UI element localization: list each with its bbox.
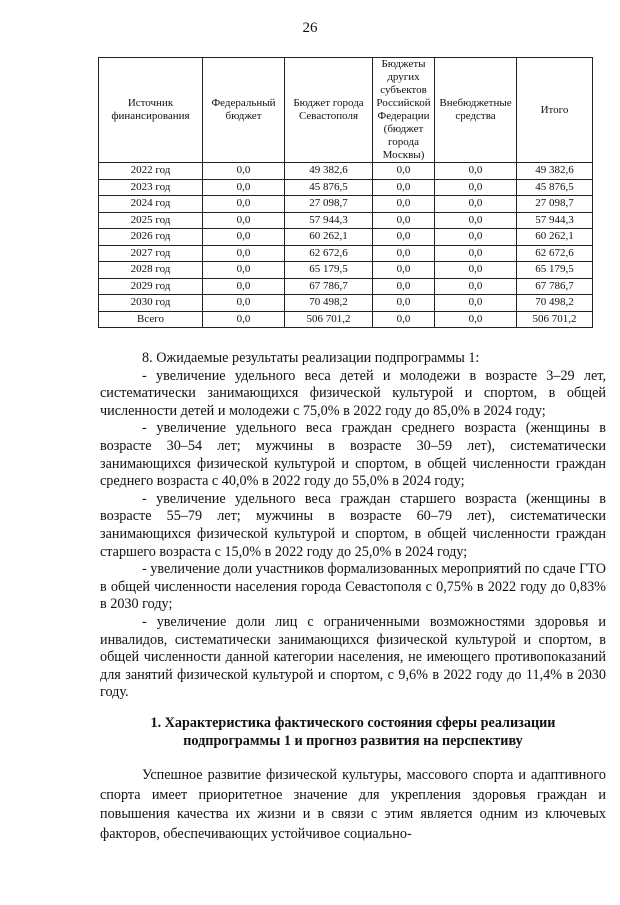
section-1-body <box>100 766 606 844</box>
table-cell: 70 498,2 <box>285 295 373 312</box>
table-cell: 0,0 <box>435 212 517 229</box>
table-cell: 65 179,5 <box>285 262 373 279</box>
table-cell: 45 876,5 <box>517 179 593 196</box>
table-row <box>99 212 593 229</box>
table-cell: 2027 год <box>99 245 203 262</box>
table-row <box>99 229 593 246</box>
table-cell: 0,0 <box>203 179 285 196</box>
table-row <box>99 245 593 262</box>
table-cell: 0,0 <box>435 196 517 213</box>
table-cell: 0,0 <box>435 262 517 279</box>
table-cell: 506 701,2 <box>285 311 373 328</box>
table-cell: 27 098,7 <box>517 196 593 213</box>
table-cell: 0,0 <box>203 212 285 229</box>
table-cell: 0,0 <box>203 295 285 312</box>
table-cell: 0,0 <box>203 245 285 262</box>
table-cell: 0,0 <box>203 278 285 295</box>
table-cell: 0,0 <box>435 278 517 295</box>
table-cell: 67 786,7 <box>517 278 593 295</box>
table-cell: 0,0 <box>373 212 435 229</box>
table-cell: 45 876,5 <box>285 179 373 196</box>
table-header-row <box>99 58 593 163</box>
table-cell: 49 382,6 <box>285 163 373 180</box>
header-total: Итого <box>517 58 593 163</box>
header-other-regions: Бюджеты других субъектов Российской Федерации (бюджет города Москвы) <box>373 58 435 163</box>
table-cell: 0,0 <box>373 229 435 246</box>
table-row <box>99 179 593 196</box>
table-cell: 0,0 <box>373 311 435 328</box>
page-number: 26 <box>302 20 318 36</box>
table-cell: 2025 год <box>99 212 203 229</box>
table-cell: 0,0 <box>435 179 517 196</box>
header-extrabudget: Внебюджетные средства <box>435 58 517 163</box>
table-cell: 0,0 <box>203 196 285 213</box>
table-cell: 0,0 <box>373 196 435 213</box>
table-cell: 0,0 <box>203 311 285 328</box>
paragraph: Успешное развитие физической культуры, массового спорта и адаптивного спорта имеет приоритетное значение для укрепления здоровья граждан и повышения качества их жизни и в связи с этим является одним из ключевых факторов, обеспечивающих устойчивое социально- <box>100 767 606 842</box>
result-item: - увеличение доли лиц с ограниченными возможностями здоровья и инвалидов, систематически занимающихся физической культурой и спортом, в общей численности данной категории населения, не имеющего противопоказаний для занятий физической культурой и спортом, с 9,6% в 2022 году до 11,4% в 2030 году. <box>100 613 606 701</box>
table-cell: 57 944,3 <box>285 212 373 229</box>
table-row <box>99 262 593 279</box>
heading-line: 1. Характеристика фактического состояния сферы реализации <box>150 715 556 731</box>
section-1-heading <box>100 714 606 750</box>
table-cell: 0,0 <box>203 229 285 246</box>
table-cell: 62 672,6 <box>517 245 593 262</box>
table-cell: 27 098,7 <box>285 196 373 213</box>
header-federal: Федеральный бюджет <box>203 58 285 163</box>
header-sevastopol: Бюджет города Севастополя <box>285 58 373 163</box>
expected-results-section <box>100 350 606 702</box>
table-row <box>99 163 593 180</box>
table-cell: 2030 год <box>99 295 203 312</box>
table-cell: 0,0 <box>203 262 285 279</box>
table-cell: 2024 год <box>99 196 203 213</box>
table-cell: 0,0 <box>435 229 517 246</box>
table-cell: 65 179,5 <box>517 262 593 279</box>
result-item: - увеличение удельного веса детей и молодежи в возрасте 3–29 лет, систематически занимающихся физической культурой и спортом, в общей численности детей и молодежи с 75,0% в 2022 году до 85,0% в 2024 году; <box>100 367 606 419</box>
result-item: - увеличение удельного веса граждан среднего возраста (женщины в возрасте 30–54 лет; мужчины в возрасте 30–59 лет), систематически занимающихся физической культурой и спортом, в общей численности граждан среднего возраста с 40,0% в 2022 году до 55,0% в 2024 году; <box>100 420 606 490</box>
financing-table <box>98 57 593 328</box>
table-cell: 0,0 <box>373 278 435 295</box>
table-cell: 49 382,6 <box>517 163 593 180</box>
section-8-title: 8. Ожидаемые результаты реализации подпрограммы 1: <box>142 350 480 366</box>
table-cell: 506 701,2 <box>517 311 593 328</box>
table-cell: 0,0 <box>373 295 435 312</box>
table-cell: 60 262,1 <box>285 229 373 246</box>
table-row <box>99 311 593 328</box>
heading-line: подпрограммы 1 и прогноз развития на перспективу <box>183 733 523 749</box>
table-cell: 0,0 <box>373 179 435 196</box>
table-cell: 0,0 <box>435 295 517 312</box>
table-row <box>99 278 593 295</box>
table-cell: 57 944,3 <box>517 212 593 229</box>
table-cell: 2023 год <box>99 179 203 196</box>
table-cell: 0,0 <box>435 163 517 180</box>
table-cell: 2026 год <box>99 229 203 246</box>
table-cell: 2022 год <box>99 163 203 180</box>
table-cell: 0,0 <box>435 311 517 328</box>
table-cell: 0,0 <box>373 245 435 262</box>
table-cell: 62 672,6 <box>285 245 373 262</box>
table-cell: 0,0 <box>373 262 435 279</box>
table-cell: 2028 год <box>99 262 203 279</box>
header-source: Источник финансирования <box>99 58 203 163</box>
table-cell: 0,0 <box>203 163 285 180</box>
table-cell: 60 262,1 <box>517 229 593 246</box>
table-cell: Всего <box>99 311 203 328</box>
table-cell: 0,0 <box>373 163 435 180</box>
table-cell: 2029 год <box>99 278 203 295</box>
table-cell: 67 786,7 <box>285 278 373 295</box>
table-cell: 0,0 <box>435 245 517 262</box>
table-cell: 70 498,2 <box>517 295 593 312</box>
result-item: - увеличение доли участников формализованных мероприятий по сдаче ГТО в общей численности населения города Севастополя с 0,75% в 2022 году до 0,83% в 2030 году; <box>100 561 606 613</box>
table-row <box>99 295 593 312</box>
table-row <box>99 196 593 213</box>
result-item: - увеличение удельного веса граждан старшего возраста (женщины в возрасте 55–79 лет; мужчины в возрасте 60–79 лет), систематически занимающихся физической культурой и спортом, в общей численности граждан старшего возраста с 15,0% в 2022 году до 25,0% в 2024 году; <box>100 490 606 560</box>
